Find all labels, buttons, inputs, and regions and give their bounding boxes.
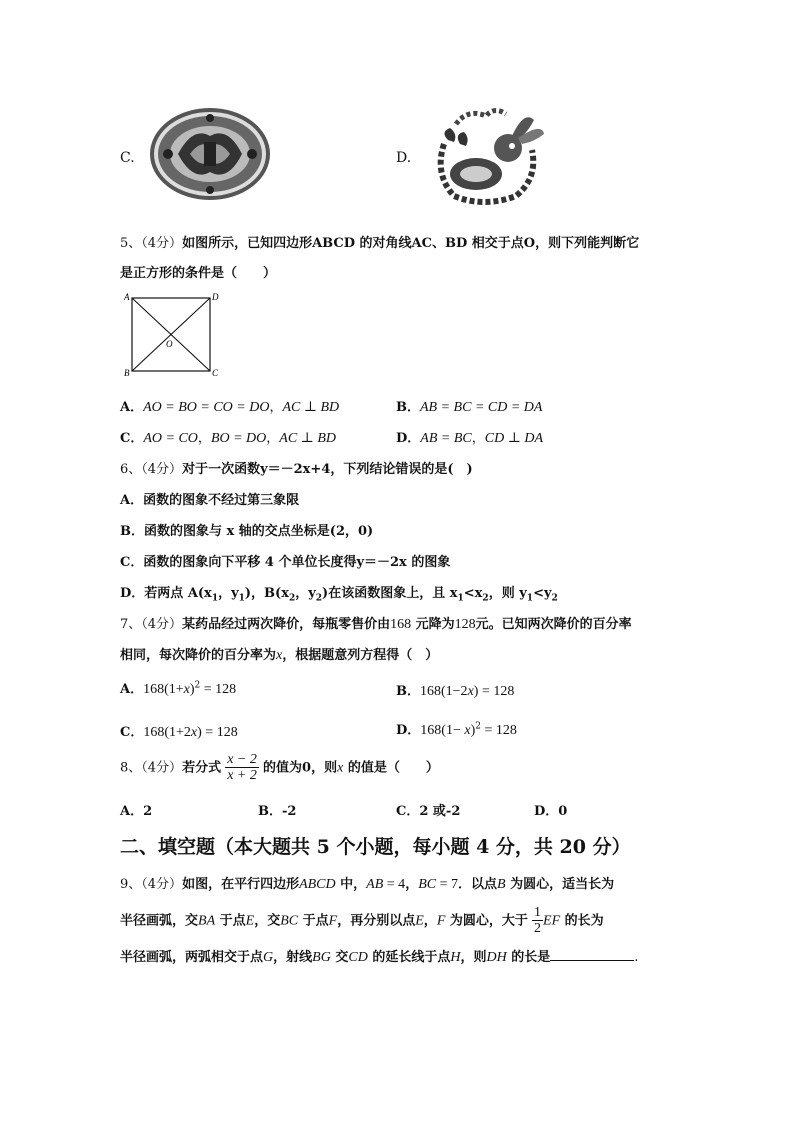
vertex-a-label: A <box>124 292 130 302</box>
q8-option-a: A．2 <box>120 804 153 819</box>
option-label: A． <box>120 400 144 415</box>
q9-text: 半径画弧，两弧相交于点 <box>120 950 264 965</box>
math: F <box>328 913 338 929</box>
math: BG <box>312 950 331 965</box>
q8-text: 的值为 <box>263 760 303 776</box>
q9-text: 于点 <box>215 913 246 929</box>
q8-option-c: C．2 或-2 <box>396 804 461 819</box>
answer-blank[interactable] <box>550 948 634 961</box>
final-price: 128 <box>454 617 476 632</box>
option-label: A． <box>120 682 144 697</box>
q9-text: 中， <box>335 877 367 892</box>
math: F <box>436 913 446 929</box>
option-math: AC ⊥ BD <box>279 431 337 446</box>
q9-text: ，交 <box>254 913 281 929</box>
question-number: 6、 <box>120 462 142 477</box>
shifted-function: y＝－2x <box>356 555 407 570</box>
option-text: B．函数的图象与 x 轴的交点坐标是 <box>120 524 330 539</box>
q6-option-d: D．若两点 $A(x_1$，$y_1$)，$B(x_2$，$y_2$)在该函数图象上，且 $x_1<x_2$，则 $y_1<y_2$ <box>120 586 558 604</box>
math: B <box>497 877 506 892</box>
option-text-tail: 的图象 <box>406 555 451 570</box>
q9-text: 于点 <box>298 913 329 929</box>
math: CD <box>348 950 368 965</box>
question-score: （4分） <box>141 617 183 632</box>
intercept-point: (2，0) <box>329 524 374 539</box>
q5-option-a <box>120 396 339 416</box>
fraction-denominator: 2 <box>534 921 542 937</box>
q9-text: 的延长线于点 <box>367 950 451 965</box>
variable-x: x <box>337 760 344 776</box>
q9-text: 交 <box>330 950 349 965</box>
q4-option-d-label: D. <box>396 150 412 166</box>
q6-option-b <box>120 520 373 539</box>
option-math: AB = BC = CD = DA <box>420 400 543 415</box>
q8-text: ，则 <box>311 760 338 776</box>
q9-text: 半径画弧，交 <box>120 913 199 929</box>
q9-text: ，射线 <box>273 950 313 965</box>
q6-function: y＝－2x+4 <box>260 462 331 477</box>
option-math: BO = DO <box>210 431 267 446</box>
q7-stem-line1 <box>120 613 632 633</box>
q6-option-a: A．函数的图象不经过第三象限 <box>120 493 300 508</box>
math: BA <box>198 913 216 929</box>
square-diagram <box>124 290 224 384</box>
question-number: 8、 <box>120 760 142 776</box>
question-number: 5、 <box>120 236 142 251</box>
option-label: D． <box>396 431 421 446</box>
math: BC <box>280 913 299 929</box>
question-score: （4分） <box>141 462 183 477</box>
option-math: AC ⊥ BD <box>282 400 340 415</box>
q9-text: ．以点 <box>458 877 498 892</box>
q7-text: 相同，每次降价的百分率为 <box>120 648 277 663</box>
q7-option-c: C．168(1+2x) = 128 <box>120 725 238 740</box>
q7-option-a: A．$168(1+x)^2 = 128$ <box>120 680 237 697</box>
math: E <box>415 913 424 929</box>
q9-text: 为圆心，适当长为 <box>505 877 615 892</box>
math: = 7 <box>436 877 458 892</box>
q9-text: ，则 <box>460 950 487 965</box>
fraction-numerator: 1 <box>534 905 542 920</box>
half-fraction <box>532 905 543 937</box>
q8-text: 的值是（ ） <box>343 760 439 776</box>
q5-option-c <box>120 427 336 447</box>
q5-option-b <box>396 396 542 416</box>
option-text: D．若两点 <box>120 586 188 601</box>
math: ABCD <box>299 877 336 892</box>
option-text-mid: 在该函数图象上，且 <box>328 586 446 601</box>
vertex-d-label: D <box>212 292 219 302</box>
q6-stem <box>120 458 473 477</box>
period: . <box>634 950 639 965</box>
question-score: （4分） <box>141 236 183 251</box>
vertex-b-label: B <box>124 368 130 378</box>
option-math: CD ⊥ DA <box>484 431 544 446</box>
option-math: AO = CO <box>143 431 198 446</box>
math: E <box>245 913 255 929</box>
q9-line2 <box>120 905 604 937</box>
question-score: （4分） <box>141 877 183 892</box>
q5-stem-line1 <box>120 232 639 251</box>
math: G <box>263 950 274 965</box>
q7-text: 某药品经过两次降价，每瓶零售价由 <box>182 617 391 632</box>
math: BC <box>418 877 437 892</box>
q9-text: 的长为 <box>560 913 604 929</box>
q6-option-c <box>120 551 450 570</box>
q9-text: ， <box>405 877 419 892</box>
fraction-denominator: x + 2 <box>227 768 257 784</box>
q5-option-d <box>396 427 543 447</box>
q9-line1 <box>120 873 614 893</box>
original-price: 168 <box>390 617 412 632</box>
separator: ， <box>269 400 283 415</box>
variable-x: x <box>276 648 283 663</box>
question-score: （4分） <box>141 760 183 776</box>
q9-line3 <box>120 946 638 966</box>
separator: ， <box>471 431 485 446</box>
option-label: B． <box>396 684 420 699</box>
option-label: C． <box>120 725 144 740</box>
math: DH <box>486 950 507 965</box>
section-heading: 二、填空题（本大题共 5 个小题，每小题 4 分，共 20 分） <box>120 836 631 858</box>
separator: ， <box>197 431 211 446</box>
math: AB <box>366 877 384 892</box>
center-o-label: O <box>166 339 173 349</box>
q5-stem-line2: 是正方形的条件是（ ） <box>120 266 277 281</box>
math: = 4 <box>383 877 406 892</box>
option-label: D． <box>396 723 421 738</box>
q7-option-d: D．$168(1- x)^2 = 128$ <box>396 721 517 738</box>
q8-option-b: B．-2 <box>258 804 297 819</box>
q7-stem-line2 <box>120 644 438 664</box>
question-number: 9、 <box>120 877 142 892</box>
paper-cut-medallion-image <box>148 106 272 206</box>
q7-text: 元降为 <box>411 617 455 632</box>
option-label: C． <box>120 431 144 446</box>
q6-stem-tail: ，下列结论错误的是( ) <box>330 462 473 477</box>
q7-text: ，根据题意列方程得（ ） <box>282 648 439 663</box>
question-number: 7、 <box>120 617 142 632</box>
option-text: C．函数的图象向下平移 4 个单位长度得 <box>120 555 357 570</box>
q9-text: 的长是 <box>506 950 551 965</box>
vertex-c-label: C <box>212 368 219 378</box>
q9-text: ， <box>423 913 437 929</box>
option-math: AO = BO = CO = DO <box>143 400 270 415</box>
q9-text: 如图，在平行四边形 <box>182 877 300 892</box>
q8-text: 若分式 <box>182 760 222 776</box>
point-a: A(x <box>187 586 212 601</box>
q9-text: ，再分别以点 <box>337 913 416 929</box>
q7-option-b: B．168(1−2x) = 128 <box>396 684 515 699</box>
q8-zero: 0 <box>302 760 312 776</box>
q4-option-c-label: C. <box>120 150 135 166</box>
q9-text: 为圆心，大于 <box>445 913 528 929</box>
q6-stem-text: 对于一次函数 <box>182 462 261 477</box>
paper-cut-rabbit-image <box>424 104 548 214</box>
q8-option-d: D．0 <box>534 804 568 819</box>
fraction <box>225 752 259 784</box>
math: H <box>450 950 461 965</box>
q8-stem <box>120 752 439 784</box>
option-math: AB = BC <box>420 431 472 446</box>
math: EF <box>543 913 561 929</box>
option-label: B． <box>396 400 420 415</box>
q7-text: 元。已知两次降价的百分率 <box>475 617 632 632</box>
q5-stem-text: 如图所示，已知四边形ABCD 的对角线AC、BD 相交于点O，则下列能判断它 <box>182 236 640 251</box>
option-text-end: ，则 <box>488 586 515 601</box>
fraction-numerator: x − 2 <box>227 752 257 767</box>
separator: ， <box>266 431 280 446</box>
